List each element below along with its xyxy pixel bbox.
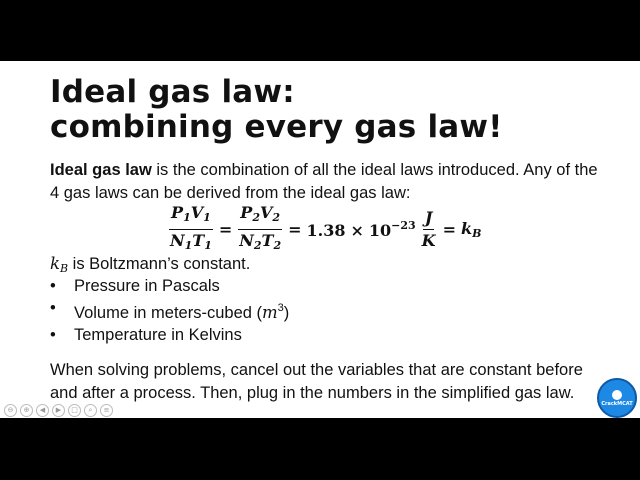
boltzmann-value: $1.38 \times 10^{-23}$ — [306, 218, 416, 240]
list-item: • Pressure in Pascals — [50, 277, 220, 295]
fraction-denominator: $N_2T_2$ — [239, 230, 282, 252]
equals-sign: = — [288, 219, 302, 239]
fraction-final-state — [237, 202, 283, 257]
slide — [0, 61, 640, 418]
list-item: • Volume in meters-cubed $(m^3)$ — [50, 299, 290, 322]
ideal-gas-equation — [168, 204, 481, 254]
title-line-2: combining every gas law! — [50, 109, 503, 145]
intro-bold-term: Ideal gas law — [50, 161, 152, 179]
fit-icon[interactable]: □ — [68, 404, 81, 417]
player-controls — [4, 404, 113, 417]
list-item: • Temperature in Kelvins — [50, 326, 242, 344]
person-icon — [612, 390, 622, 400]
kb-symbol: $k_B$ — [50, 254, 69, 275]
zoom-in-icon[interactable]: ⊕ — [20, 404, 33, 417]
solving-note: When solving problems, cancel out the variables that are constant before and after a process. Then, plug in the numbers in the simplified gas law. — [50, 361, 583, 402]
fraction-initial-state — [168, 202, 214, 257]
intro-paragraph — [50, 159, 610, 205]
intro-text: is the combination of all the ideal laws introduced. Any of the 4 gas laws can be derived from the ideal gas law: — [50, 161, 598, 202]
search-icon[interactable]: ⌕ — [84, 404, 97, 417]
equals-sign: = — [218, 219, 233, 239]
title-line-1: Ideal gas law: — [50, 74, 295, 110]
fraction-numerator: $P_1V_1$ — [169, 202, 213, 230]
fraction-numerator: $P_2V_2$ — [238, 202, 282, 230]
equals-sign: = — [442, 219, 456, 239]
forward-icon[interactable]: ▶ — [52, 404, 65, 417]
fraction-denominator: $N_1T_1$ — [170, 230, 212, 252]
back-icon[interactable]: ◀ — [36, 404, 49, 417]
logo-text: CrackMCAT — [601, 400, 633, 407]
unit-fraction: $\frac{J}{K}$ — [421, 207, 436, 250]
menu-icon[interactable]: ≡ — [100, 404, 113, 417]
boltzmann-symbol: $k_B$ — [460, 218, 482, 240]
units-list — [50, 275, 289, 346]
zoom-out-icon[interactable]: ⊖ — [4, 404, 17, 417]
kb-text: is Boltzmann’s constant. — [68, 255, 251, 273]
crackmcat-logo — [597, 378, 637, 418]
slide-title — [50, 75, 503, 145]
